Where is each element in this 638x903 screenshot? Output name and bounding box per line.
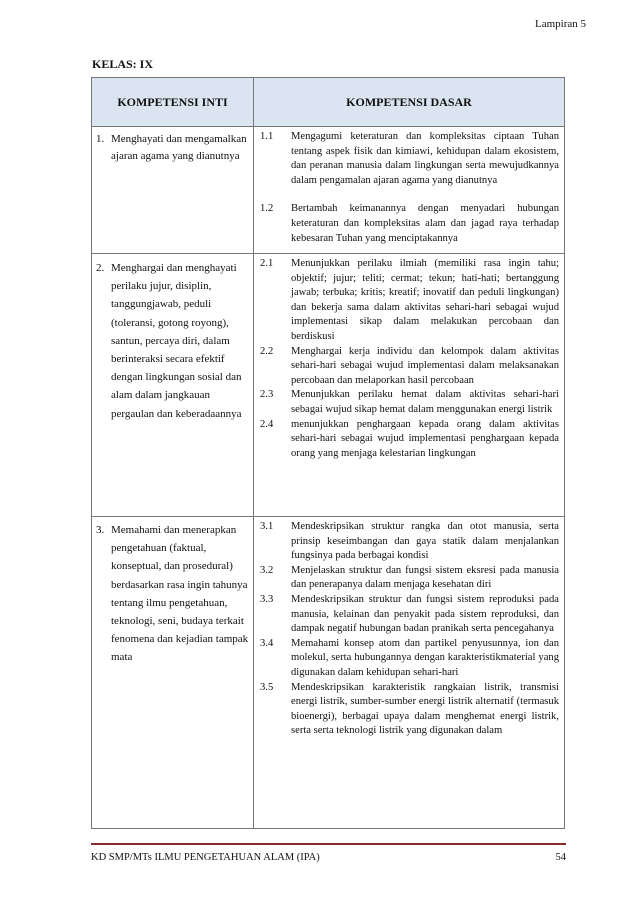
kd-item xyxy=(260,564,559,593)
kd-number: 3.4 xyxy=(260,637,274,649)
kd-number: 3.3 xyxy=(260,593,274,605)
header-kompetensi-inti: KOMPETENSI INTI xyxy=(92,78,254,127)
table-row xyxy=(92,127,565,254)
kd-text: menunjukkan penghargaan kepada orang dalam aktivitas sehari-hari sebagai wujud implementasi penghargaan kepada orang yang menjaga kelestarian lingkungan xyxy=(291,418,559,459)
kd-text: Menunjukkan perilaku hemat dalam aktivitas sehari-hari sebagai wujud sikap hemat dalam menggunakan energi listrik xyxy=(291,389,559,415)
kd-text: Mengagumi keteraturan dan kompleksitas ciptaan Tuhan tentang aspek fisik dan kimiawi, kehidupan dalam ekosistem, dan peranan manusia dalam lingkungan serta mewujudkannya dalam pengamalan ajaran agama yang dianutnya xyxy=(291,131,559,186)
ki-text: Memahami dan menerapkan pengetahuan (faktual, konseptual, dan prosedural) berdasarkan rasa ingin tahunya tentang ilmu pengetahuan, teknologi, seni, budaya terkait fenomena dan kejadian tampak mata xyxy=(111,524,249,664)
kd-text: Memahami konsep atom dan partikel penyusunnya, ion dan molekul, serta hubungannya dengan karakteristikmaterial yang digunakan dalam kehidupan sehari-hari xyxy=(291,637,559,678)
kd-text: Mendeskripsikan karakteristik rangkaian listrik, transmisi energi listrik, sumber-sumber energi listrik alternatif (termasuk bioenergi), berbagai upaya dalam menghemat energi listrik, serta serta teknologi listrik yang digunakan dalam xyxy=(291,681,559,737)
competency-table xyxy=(91,77,565,829)
ki-text: Menghayati dan mengamalkan ajaran agama yang dianutnya xyxy=(111,133,247,162)
kd-cell xyxy=(254,254,565,517)
kd-cell xyxy=(254,127,565,254)
ki-cell xyxy=(92,517,254,829)
kd-cell xyxy=(254,517,565,829)
kd-number: 2.2 xyxy=(260,345,274,357)
kd-text: Mendeskripsikan struktur dan fungsi sistem reproduksi pada manusia, kelainan dan penyakit pada sistem reproduksi, dan dampak negatif hubungan badan pranikah serta pencegahanya xyxy=(291,593,559,635)
kd-number: 3.2 xyxy=(260,564,274,576)
kd-item xyxy=(260,418,559,462)
kd-number: 2.3 xyxy=(260,389,274,401)
table-row xyxy=(92,517,565,829)
ki-number: 1. xyxy=(96,133,105,145)
ki-cell xyxy=(92,254,254,517)
kd-item xyxy=(260,345,559,389)
kd-item xyxy=(260,388,559,417)
class-heading: KELAS: IX xyxy=(92,57,154,71)
page-number: 54 xyxy=(555,852,566,863)
table-header-row xyxy=(92,78,565,127)
kd-number: 1.2 xyxy=(260,203,274,215)
kd-text: Menunjukkan perilaku ilmiah (memiliki rasa ingin tahu; objektif; jujur; teliti; cermat; tekun; hati-hati; bertanggung jawab; terbuka; kritis; kreatif; inovatif dan peduli lingkungan) dan bekerja sama dalam aktivitas sehari-hari sebagai wujud implementasi sikap dalam melakukan percobaan dan berdiskusi xyxy=(291,258,559,342)
kd-text: Menghargai kerja individu dan kelompok dalam aktivitas sehari-hari sebagai wujud implementasi dalam melaksanakan percobaan dan melaporkan hasil percobaan xyxy=(291,345,559,386)
kd-item xyxy=(260,520,559,564)
footer-divider xyxy=(91,843,566,845)
kd-item xyxy=(260,257,559,345)
kd-text: Menjelaskan struktur dan fungsi sistem eksresi pada manusia dan penerapanya dalam menjaga kesehatan diri xyxy=(291,564,559,591)
kd-number: 3.1 xyxy=(260,521,274,532)
footer-title: KD SMP/MTs ILMU PENGETAHUAN ALAM (IPA) xyxy=(91,852,320,863)
ki-cell xyxy=(92,127,254,254)
kd-item xyxy=(260,637,559,681)
kd-item xyxy=(260,593,559,637)
kd-item xyxy=(260,130,559,188)
kd-number: 2.4 xyxy=(260,418,274,430)
kd-item xyxy=(260,202,559,246)
header-kompetensi-dasar: KOMPETENSI DASAR xyxy=(254,78,565,127)
kd-text: Bertambah keimanannya dengan menyadari hubungan keteraturan dan kompleksitas alam dan jagad raya terhadap kebesaran Tuhan yang menciptakannya xyxy=(291,203,559,244)
table-row xyxy=(92,254,565,517)
kd-number: 2.1 xyxy=(260,258,274,269)
kd-number: 3.5 xyxy=(260,681,274,693)
kd-item xyxy=(260,681,559,739)
kd-number: 1.1 xyxy=(260,131,274,142)
appendix-label: Lampiran 5 xyxy=(534,18,586,30)
ki-text: Menghargai dan menghayati perilaku jujur, disiplin, tanggungjawab, peduli (toleransi, gotong royong), santun, percaya diri, dalam berinteraksi secara efektif dengan lingkungan sosial dan alam dalam jangkauan pergaulan dan keberadaannya xyxy=(111,262,242,420)
ki-number: 3. xyxy=(96,524,105,536)
ki-number: 2. xyxy=(96,262,105,274)
kd-text: Mendeskripsikan struktur rangka dan otot manusia, serta prinsip keseimbangan dan gaya statik dalam menjalankan fungsinya pada berbagai kondisi xyxy=(291,521,559,562)
